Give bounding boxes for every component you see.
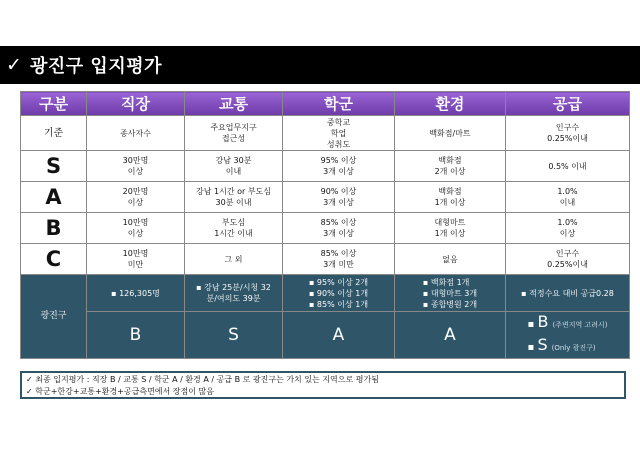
- grade-cell: 85% 이상 3개 이상: [283, 213, 395, 244]
- supply-grade-line: ▪ B (주변지역 고려시): [527, 312, 608, 331]
- gwangjin-supply-grade: [506, 312, 630, 359]
- gwangjin-detail: ▪ 강남 25분/시청 32 분/여의도 39분: [185, 275, 283, 312]
- grade-label: S: [21, 151, 87, 182]
- grade-cell: 강남 1시간 or 부도심 30분 이내: [185, 182, 283, 213]
- gwangjin-grade-row: [21, 312, 630, 359]
- grade-cell: 0.5% 이내: [506, 151, 630, 182]
- grade-cell: 10만명 이상: [87, 213, 185, 244]
- grade-row-b: [21, 213, 630, 244]
- grade-cell: 대형마트 1개 이상: [395, 213, 506, 244]
- header-school: 학군: [283, 92, 395, 116]
- grade-row-a: [21, 182, 630, 213]
- criteria-cell: 백화점/마트: [395, 116, 506, 151]
- evaluation-table: [20, 91, 630, 359]
- header-supply: 공급: [506, 92, 630, 116]
- grade-row-c: [21, 244, 630, 275]
- grade-cell: 85% 이상 3개 미만: [283, 244, 395, 275]
- header-job: 직장: [87, 92, 185, 116]
- grade-cell: 30만명 이상: [87, 151, 185, 182]
- criteria-cell: 중학교 학업 성취도: [283, 116, 395, 151]
- header-category: 구분: [21, 92, 87, 116]
- summary-line: ✓ 최종 입지평가 : 직장 B / 교통 S / 학군 A / 환경 A / 공급 B 로 광진구는 가치 있는 지역으로 평가됨: [26, 374, 624, 386]
- gwangjin-detail: ▪ 95% 이상 2개 ▪ 90% 이상 1개 ▪ 85% 이상 1개: [283, 275, 395, 312]
- criteria-cell: 주요업무지구 접근성: [185, 116, 283, 151]
- grade-cell: 백화점 1개 이상: [395, 182, 506, 213]
- grade-cell: 1.0% 이내: [506, 182, 630, 213]
- grade-cell: 1.0% 이상: [506, 213, 630, 244]
- grade-cell: 10만명 미만: [87, 244, 185, 275]
- supply-grade-line: ▪ S (Only 광진구): [527, 335, 596, 354]
- grade-cell: 95% 이상 3개 이상: [283, 151, 395, 182]
- grade-label: C: [21, 244, 87, 275]
- grade-cell: 90% 이상 3개 이상: [283, 182, 395, 213]
- grade-cell: 20만명 이상: [87, 182, 185, 213]
- grade-cell: 강남 30분 이내: [185, 151, 283, 182]
- gwangjin-detail: ▪ 백화점 1개 ▪ 대형마트 3개 ▪ 종합병원 2개: [395, 275, 506, 312]
- criteria-row: [21, 116, 630, 151]
- gwangjin-grade: S: [185, 312, 283, 359]
- gwangjin-grade: B: [87, 312, 185, 359]
- gwangjin-detail: ▪ 126,305명: [87, 275, 185, 312]
- criteria-cell: 인구수 0.25%이내: [506, 116, 630, 151]
- grade-cell: 그 외: [185, 244, 283, 275]
- gwangjin-detail-row: [21, 275, 630, 312]
- grade-cell: 백화점 2개 이상: [395, 151, 506, 182]
- summary-box: [20, 371, 626, 399]
- gwangjin-grade: A: [395, 312, 506, 359]
- check-icon: ✓: [6, 54, 22, 76]
- header-environment: 환경: [395, 92, 506, 116]
- gwangjin-label: 광진구: [21, 275, 87, 359]
- summary-line: ✓ 학군+한강+교통+환경+공급측면에서 장점이 많음: [26, 386, 624, 398]
- header-transport: 교통: [185, 92, 283, 116]
- grade-cell: 인구수 0.25%이내: [506, 244, 630, 275]
- grade-cell: 부도심 1시간 이내: [185, 213, 283, 244]
- page-title: 광진구 입지평가: [30, 56, 162, 77]
- grade-label: A: [21, 182, 87, 213]
- grade-label: B: [21, 213, 87, 244]
- title-bar: [0, 46, 640, 84]
- criteria-cell: 종사자수: [87, 116, 185, 151]
- grade-cell: 없음: [395, 244, 506, 275]
- header-row: [21, 92, 630, 116]
- gwangjin-grade: A: [283, 312, 395, 359]
- grade-row-s: [21, 151, 630, 182]
- criteria-label: 기준: [21, 116, 87, 151]
- gwangjin-detail: ▪ 적정수요 대비 공급0.28: [506, 275, 630, 312]
